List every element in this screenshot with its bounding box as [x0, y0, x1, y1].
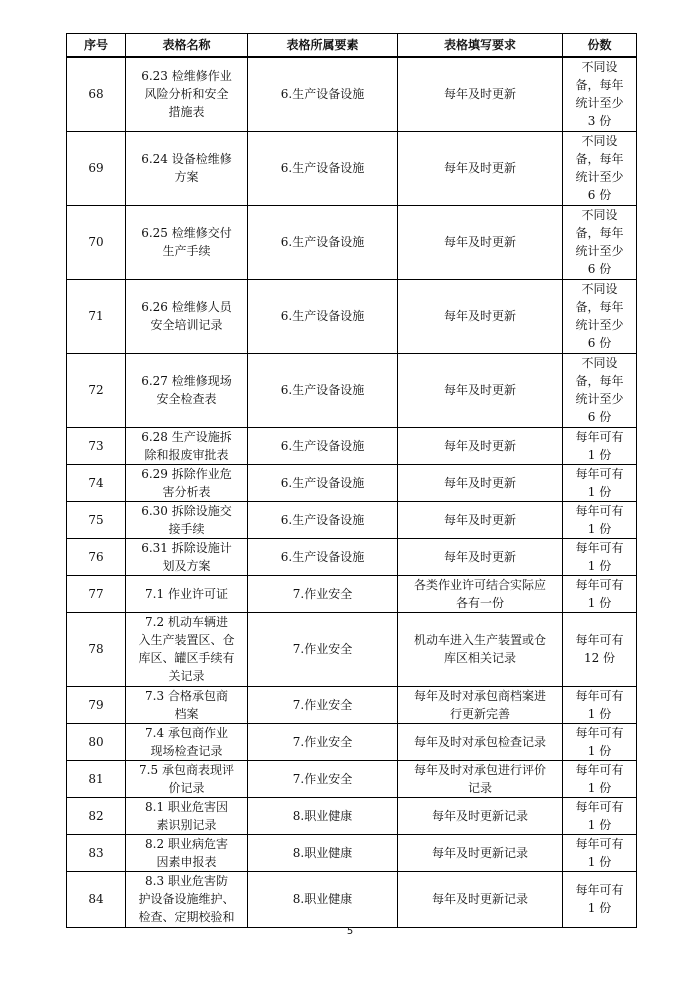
cell-requirement-text: 每年及时更新	[443, 309, 516, 323]
cell-name	[126, 538, 248, 575]
cell-element	[248, 427, 398, 464]
cell-requirement	[398, 279, 563, 353]
cell-no-text: 84	[88, 892, 104, 906]
page-number: 5	[346, 926, 354, 937]
table-row	[67, 427, 637, 464]
cell-requirement	[398, 575, 563, 612]
cell-element	[248, 353, 398, 427]
table-row	[67, 575, 637, 612]
table-row	[67, 464, 637, 501]
cell-requirement-text: 每年及时更新	[443, 475, 516, 490]
cell-name	[126, 871, 248, 927]
cell-name-text: 6.25 检维修交付 生产手续	[141, 226, 232, 258]
cell-name-text: 7.5 承包商表现评 价记录	[139, 762, 234, 795]
cell-count	[563, 57, 637, 131]
table-row	[67, 279, 637, 353]
cell-requirement-text: 每年及时对承包检查记录	[413, 734, 546, 749]
cell-no-text: 75	[88, 512, 104, 527]
cell-requirement-text: 每年及时更新记录	[431, 845, 528, 860]
cell-element-text: 7.作业安全	[292, 642, 353, 656]
cell-name	[126, 797, 248, 834]
cell-count	[563, 834, 637, 871]
cell-element-text: 7.作业安全	[292, 697, 353, 712]
cell-no	[67, 612, 126, 686]
cell-name-text: 6.29 拆除作业危 害分析表	[141, 466, 232, 499]
cell-count-text: 每年可有 1 份	[575, 725, 624, 758]
cell-name-text: 8.3 职业危害防 护设备设施维护、 检查、定期校验和	[138, 874, 235, 924]
cell-no	[67, 57, 126, 131]
cell-element	[248, 464, 398, 501]
cell-count-text: 每年可有 1 份	[575, 883, 624, 915]
cell-no	[67, 797, 126, 834]
cell-name-text: 7.3 合格承包商 档案	[145, 688, 228, 721]
cell-requirement-text: 每年及时更新	[443, 383, 516, 397]
cell-element	[248, 279, 398, 353]
cell-element-text: 6.生产设备设施	[280, 549, 365, 564]
cell-count-text: 不同设 备，每年 统计至少 6 份	[575, 208, 624, 276]
cell-requirement	[398, 205, 563, 279]
cell-no-text: 71	[88, 309, 104, 323]
cell-no-text: 78	[88, 642, 104, 656]
cell-count	[563, 871, 637, 927]
cell-no-text: 76	[88, 549, 104, 564]
cell-count	[563, 427, 637, 464]
cell-requirement-text: 每年及时对承包进行评价 记录	[413, 762, 546, 795]
cell-requirement-text: 每年及时更新记录	[431, 808, 528, 823]
cell-requirement-text: 每年及时对承包商档案进 行更新完善	[413, 688, 546, 721]
cell-requirement	[398, 131, 563, 205]
cell-requirement	[398, 871, 563, 927]
cell-requirement-text: 每年及时更新	[443, 549, 516, 564]
cell-name	[126, 834, 248, 871]
cell-name-text: 6.26 检维修人员 安全培训记录	[141, 300, 232, 332]
cell-name-text: 7.4 承包商作业 现场检查记录	[145, 725, 228, 758]
cell-requirement	[398, 723, 563, 760]
cell-count	[563, 279, 637, 353]
cell-element	[248, 760, 398, 797]
cell-count-text: 每年可有 12 份	[575, 633, 624, 665]
cell-no	[67, 279, 126, 353]
cell-no-text: 81	[88, 771, 104, 786]
header-count: 份数	[563, 34, 637, 58]
cell-count-text: 每年可有 1 份	[575, 836, 624, 869]
cell-no	[67, 353, 126, 427]
header-no: 序号	[67, 34, 126, 58]
table-row	[67, 131, 637, 205]
cell-requirement-text: 机动车进入生产装置或仓 库区相关记录	[413, 633, 546, 665]
cell-element-text: 6.生产设备设施	[280, 438, 365, 453]
cell-element-text: 7.作业安全	[292, 586, 353, 601]
cell-element-text: 8.职业健康	[292, 892, 353, 906]
cell-name-text: 6.23 检维修作业 风险分析和安全 措施表	[141, 69, 232, 120]
table-row	[67, 723, 637, 760]
cell-element-text: 6.生产设备设施	[280, 235, 365, 249]
cell-element-text: 6.生产设备设施	[280, 512, 365, 527]
cell-requirement-text: 每年及时更新	[443, 235, 516, 249]
cell-count-text: 不同设 备，每年 统计至少 6 份	[575, 134, 624, 202]
cell-no-text: 72	[88, 383, 104, 397]
cell-element-text: 6.生产设备设施	[280, 161, 365, 175]
header-requirement: 表格填写要求	[398, 34, 563, 58]
cell-no	[67, 723, 126, 760]
cell-count-text: 不同设 备，每年 统计至少 6 份	[575, 356, 624, 424]
cell-name	[126, 760, 248, 797]
cell-element-text: 7.作业安全	[292, 734, 353, 749]
cell-count	[563, 760, 637, 797]
cell-count-text: 每年可有 1 份	[575, 799, 624, 832]
cell-requirement	[398, 353, 563, 427]
cell-no	[67, 131, 126, 205]
header-name: 表格名称	[126, 34, 248, 58]
document-table	[66, 33, 637, 928]
cell-count	[563, 723, 637, 760]
cell-name	[126, 464, 248, 501]
cell-count-text: 每年可有 1 份	[575, 762, 624, 795]
cell-element	[248, 57, 398, 131]
cell-count	[563, 131, 637, 205]
cell-name	[126, 205, 248, 279]
cell-element-text: 6.生产设备设施	[280, 87, 365, 102]
table-row	[67, 612, 637, 686]
table-header-row	[67, 34, 637, 58]
cell-count	[563, 538, 637, 575]
cell-name-text: 8.1 职业危害因 素识别记录	[145, 799, 228, 832]
cell-no-text: 80	[88, 734, 104, 749]
cell-requirement-text: 每年及时更新	[443, 438, 516, 453]
cell-element	[248, 575, 398, 612]
cell-name-text: 6.28 生产设施拆 除和报废审批表	[141, 429, 232, 462]
cell-no	[67, 834, 126, 871]
cell-no	[67, 427, 126, 464]
cell-name	[126, 279, 248, 353]
cell-count	[563, 501, 637, 538]
cell-no-text: 69	[88, 161, 104, 175]
cell-name	[126, 57, 248, 131]
cell-element	[248, 131, 398, 205]
cell-no	[67, 464, 126, 501]
cell-no-text: 79	[88, 697, 104, 712]
cell-no-text: 82	[88, 808, 104, 823]
cell-name	[126, 612, 248, 686]
cell-element-text: 6.生产设备设施	[280, 475, 365, 490]
cell-element-text: 8.职业健康	[292, 845, 353, 860]
cell-count	[563, 205, 637, 279]
cell-name-text: 6.27 检维修现场 安全检查表	[141, 374, 232, 406]
table-row	[67, 760, 637, 797]
cell-name	[126, 686, 248, 723]
cell-no	[67, 538, 126, 575]
cell-no	[67, 501, 126, 538]
cell-name	[126, 131, 248, 205]
cell-no	[67, 871, 126, 927]
cell-requirement-text: 每年及时更新记录	[431, 892, 528, 906]
cell-no-text: 74	[88, 475, 104, 490]
cell-requirement	[398, 538, 563, 575]
cell-requirement	[398, 464, 563, 501]
cell-requirement	[398, 686, 563, 723]
cell-requirement-text: 每年及时更新	[443, 161, 516, 175]
cell-element	[248, 501, 398, 538]
cell-requirement-text: 每年及时更新	[443, 512, 516, 527]
table-row	[67, 538, 637, 575]
cell-name	[126, 353, 248, 427]
cell-count-text: 不同设 备，每年 统计至少 6 份	[575, 282, 624, 350]
table-row	[67, 797, 637, 834]
cell-name-text: 6.24 设备检维修 方案	[141, 152, 232, 184]
table-row	[67, 686, 637, 723]
cell-no	[67, 575, 126, 612]
cell-no-text: 70	[88, 235, 104, 249]
table-row	[67, 205, 637, 279]
cell-element	[248, 834, 398, 871]
cell-requirement	[398, 57, 563, 131]
cell-count-text: 每年可有 1 份	[575, 466, 624, 499]
cell-name	[126, 723, 248, 760]
cell-no-text: 68	[88, 87, 104, 102]
cell-name-text: 6.30 拆除设施交 接手续	[141, 503, 232, 536]
header-element: 表格所属要素	[248, 34, 398, 58]
cell-count	[563, 686, 637, 723]
cell-no	[67, 686, 126, 723]
cell-no	[67, 760, 126, 797]
cell-requirement	[398, 427, 563, 464]
cell-element-text: 8.职业健康	[292, 808, 353, 823]
cell-element	[248, 612, 398, 686]
cell-requirement-text: 各类作业许可结合实际应 各有一份	[413, 577, 546, 610]
cell-count-text: 每年可有 1 份	[575, 503, 624, 536]
cell-no-text: 77	[88, 586, 104, 601]
cell-element-text: 6.生产设备设施	[280, 309, 365, 323]
cell-count	[563, 797, 637, 834]
cell-requirement-text: 每年及时更新	[443, 87, 516, 102]
cell-element-text: 7.作业安全	[292, 771, 353, 786]
cell-element	[248, 871, 398, 927]
cell-element	[248, 538, 398, 575]
table-row	[67, 871, 637, 927]
cell-count	[563, 575, 637, 612]
table-row	[67, 501, 637, 538]
cell-name-text: 7.2 机动车辆进 入生产装置区、仓 库区、罐区手续有 关记录	[138, 615, 235, 683]
cell-requirement	[398, 760, 563, 797]
table-row	[67, 834, 637, 871]
cell-no-text: 83	[88, 845, 104, 860]
cell-no	[67, 205, 126, 279]
cell-count-text: 不同设 备，每年 统计至少 3 份	[575, 60, 624, 129]
cell-element	[248, 797, 398, 834]
table-row	[67, 353, 637, 427]
cell-element	[248, 723, 398, 760]
cell-name-text: 7.1 作业许可证	[145, 586, 228, 601]
cell-requirement	[398, 612, 563, 686]
cell-count	[563, 464, 637, 501]
cell-count	[563, 612, 637, 686]
cell-count-text: 每年可有 1 份	[575, 688, 624, 721]
cell-name	[126, 501, 248, 538]
cell-name	[126, 427, 248, 464]
cell-count-text: 每年可有 1 份	[575, 540, 624, 573]
cell-element	[248, 205, 398, 279]
cell-requirement	[398, 834, 563, 871]
cell-count-text: 每年可有 1 份	[575, 577, 624, 610]
cell-name	[126, 575, 248, 612]
cell-requirement	[398, 501, 563, 538]
cell-requirement	[398, 797, 563, 834]
cell-count-text: 每年可有 1 份	[575, 429, 624, 462]
cell-element-text: 6.生产设备设施	[280, 383, 365, 397]
cell-no-text: 73	[88, 438, 104, 453]
cell-name-text: 6.31 拆除设施计 划及方案	[141, 540, 232, 573]
cell-element	[248, 686, 398, 723]
table-row	[67, 57, 637, 131]
cell-name-text: 8.2 职业病危害 因素申报表	[145, 836, 228, 869]
cell-count	[563, 353, 637, 427]
